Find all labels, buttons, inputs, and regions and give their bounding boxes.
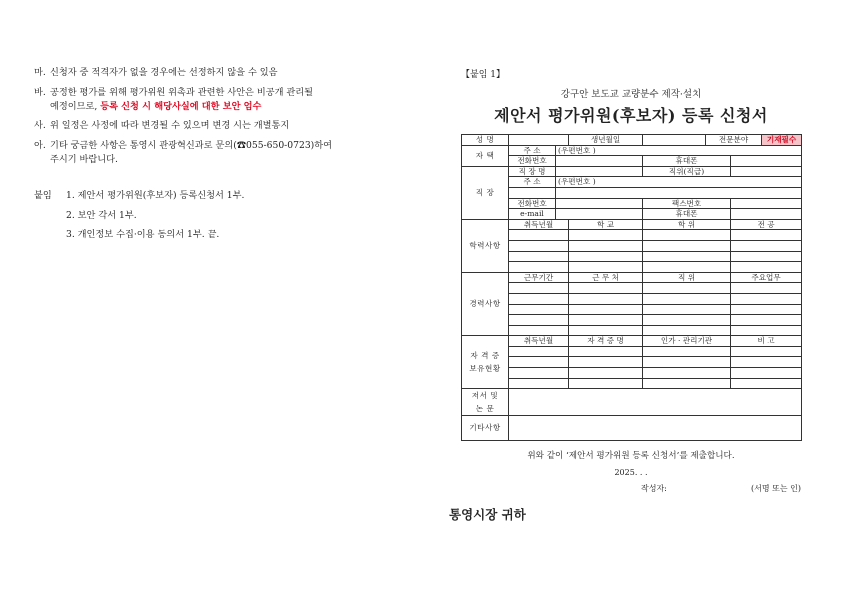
name-row [462, 135, 802, 146]
edu-cell[interactable] [509, 240, 569, 251]
work-address-detail-input[interactable] [556, 187, 802, 198]
edu-row [462, 230, 802, 241]
cert-cell[interactable] [731, 368, 802, 379]
cert-cell[interactable] [509, 357, 569, 368]
home-address-row [462, 145, 802, 156]
work-phone-row [462, 198, 802, 209]
career-col-duty: 주요업무 [731, 272, 802, 283]
cert-cell[interactable] [731, 378, 802, 389]
edu-cell[interactable] [643, 262, 731, 273]
registration-table [461, 134, 802, 441]
attachment-item: 1. 제안서 평가위원(후보자) 등록신청서 1부. [66, 189, 245, 201]
attachment-item: 3. 개인정보 수집·이용 동의서 1부. 끝. [66, 229, 220, 241]
item-marker: 마. [34, 67, 46, 78]
home-label: 자 택 [462, 145, 509, 166]
application-form [449, 67, 801, 523]
cert-cell[interactable] [509, 346, 569, 357]
edu-cell[interactable] [509, 262, 569, 273]
edu-row [462, 262, 802, 273]
form-title: 제안서 평가위원(후보자) 등록 신청서 [494, 106, 768, 125]
item-text: 위 일정은 사정에 따라 변경될 수 있으며 변경 시는 개별통지 [50, 120, 290, 132]
cert-row [462, 378, 802, 389]
edu-col-major: 전 공 [731, 219, 802, 230]
work-address-input[interactable]: (우편번호 ) [556, 177, 802, 188]
cert-cell[interactable] [643, 346, 731, 357]
fax-label: 팩스번호 [643, 198, 731, 209]
work-spacer-row [462, 187, 802, 198]
career-cell[interactable] [569, 325, 643, 336]
career-cell[interactable] [643, 325, 731, 336]
work-mobile-label: 휴대폰 [643, 209, 731, 220]
declaration: 위와 같이 ‘제안서 평가위원 등록 신청서’를 제출합니다. [527, 451, 735, 462]
edu-cell[interactable] [569, 230, 643, 241]
work-label: 직 장 [462, 166, 509, 219]
home-address-input[interactable]: (우편번호 ) [556, 145, 802, 156]
career-cell[interactable] [569, 304, 643, 315]
edu-cell[interactable] [731, 262, 802, 273]
addressee: 통영시장 귀하 [449, 507, 526, 523]
attachments [34, 189, 404, 242]
cert-col-issuer: 인가 · 관리기관 [643, 336, 731, 347]
career-cell[interactable] [569, 315, 643, 326]
home-address-label: 주 소 [509, 145, 556, 156]
cert-cell[interactable] [643, 357, 731, 368]
home-phone-row [462, 156, 802, 167]
required-badge: 기재필수 [762, 135, 802, 146]
career-row [462, 304, 802, 315]
home-mobile-input[interactable] [731, 156, 802, 167]
edu-row [462, 251, 802, 262]
birth-input[interactable] [643, 135, 706, 146]
edu-col-degree: 학 위 [643, 219, 731, 230]
career-cell[interactable] [509, 315, 569, 326]
edu-cell[interactable] [643, 251, 731, 262]
workplace-row [462, 166, 802, 177]
field-label: 전문분야 [706, 135, 762, 146]
career-cell[interactable] [509, 304, 569, 315]
cert-row [462, 368, 802, 379]
career-row [462, 315, 802, 326]
career-row [462, 293, 802, 304]
item-text: 공정한 평가를 위해 평가위원 위촉과 관련한 사안은 비공개 관리될 [50, 86, 313, 98]
career-cell[interactable] [509, 283, 569, 294]
item-text: 신청자 중 적격자가 없을 경우에는 선정하지 않을 수 있음 [50, 67, 278, 78]
edu-cell[interactable] [731, 230, 802, 241]
name-input[interactable] [509, 135, 569, 146]
career-label: 경력사항 [462, 272, 509, 336]
career-header-row [462, 272, 802, 283]
edu-label: 학력사항 [462, 219, 509, 272]
edu-col-school: 학 교 [569, 219, 643, 230]
edu-cell[interactable] [643, 240, 731, 251]
career-cell[interactable] [731, 304, 802, 315]
career-col-place: 근 무 처 [569, 272, 643, 283]
notice-item-sa [34, 119, 404, 133]
project-subtitle: 강구안 보도교 교량분수 제작·설치 [560, 89, 702, 100]
email-label: e-mail [509, 209, 556, 220]
fax-input[interactable] [731, 198, 802, 209]
publication-input[interactable] [509, 389, 802, 416]
workplace-label: 직 장 명 [509, 166, 556, 177]
cert-col-name: 자 격 증 명 [569, 336, 643, 347]
birth-label: 생년월일 [569, 135, 643, 146]
career-cell[interactable] [509, 293, 569, 304]
item-text: 기타 궁금한 사항은 통영시 관광혁신과로 문의(☎055-650-0723)하여 [50, 140, 332, 152]
edu-row [462, 240, 802, 251]
workplace-input[interactable] [556, 166, 643, 177]
notice-item-ma [34, 66, 404, 80]
career-cell[interactable] [643, 304, 731, 315]
career-cell[interactable] [731, 293, 802, 304]
etc-label: 기타사항 [462, 416, 509, 441]
cert-label-line1: 자 격 증 [470, 350, 500, 360]
career-cell[interactable] [731, 325, 802, 336]
sign-label: (서명 또는 인) [751, 484, 801, 494]
attachment-tag: 【붙임 1】 [461, 70, 505, 80]
edu-cell[interactable] [569, 262, 643, 273]
career-cell[interactable] [643, 293, 731, 304]
cert-label [462, 336, 509, 389]
career-cell[interactable] [643, 283, 731, 294]
work-mobile-input[interactable] [731, 209, 802, 220]
position-input[interactable] [731, 166, 802, 177]
home-mobile-label: 휴대폰 [643, 156, 731, 167]
career-cell[interactable] [569, 283, 643, 294]
email-input[interactable] [556, 209, 643, 220]
security-warning: 등록 신청 시 해당사실에 대한 보안 엄수 [100, 100, 262, 112]
submission-date: 2025. . . [614, 468, 648, 478]
item-text-line2 [50, 100, 404, 114]
career-cell[interactable] [731, 283, 802, 294]
item-marker: 아. [34, 140, 46, 152]
career-cell[interactable] [643, 315, 731, 326]
cert-cell[interactable] [731, 357, 802, 368]
notice-item-ba [34, 86, 404, 114]
edu-cell[interactable] [569, 251, 643, 262]
notice-item-a [34, 139, 404, 167]
work-email-row [462, 209, 802, 220]
etc-row [462, 416, 802, 441]
edu-cell[interactable] [569, 240, 643, 251]
position-label: 직위(직급) [643, 166, 731, 177]
cert-row [462, 357, 802, 368]
signature-line [461, 483, 801, 495]
cert-cell[interactable] [731, 346, 802, 357]
cert-col-note: 비 고 [731, 336, 802, 347]
item-text-cont: 예정이므로, [50, 100, 101, 112]
cert-cell[interactable] [569, 368, 643, 379]
cert-header-row [462, 336, 802, 347]
cert-cell[interactable] [569, 357, 643, 368]
career-row [462, 325, 802, 336]
attachment-item: 2. 보안 각서 1부. [66, 209, 137, 221]
item-marker: 사. [34, 120, 46, 132]
cert-row [462, 346, 802, 357]
item-marker: 바. [34, 86, 46, 98]
work-phone-input[interactable] [556, 198, 643, 209]
career-row [462, 283, 802, 294]
career-cell[interactable] [569, 293, 643, 304]
work-address-label: 주 소 [509, 177, 556, 188]
name-label: 성 명 [462, 135, 509, 146]
attach-label: 붙임 [34, 189, 52, 201]
publication-row [462, 389, 802, 416]
item-text-line2: 주시기 바랍니다. [50, 153, 118, 165]
edu-cell[interactable] [509, 251, 569, 262]
writer-label: 작성자: [641, 484, 667, 494]
etc-input[interactable] [509, 416, 802, 441]
publication-label [462, 389, 509, 416]
edu-header-row [462, 219, 802, 230]
work-address-row [462, 177, 802, 188]
home-phone-input[interactable] [556, 156, 643, 167]
career-cell[interactable] [731, 315, 802, 326]
cert-col-date: 취득년월 [509, 336, 569, 347]
career-cell[interactable] [509, 325, 569, 336]
notice-section [34, 66, 404, 248]
edu-cell[interactable] [643, 230, 731, 241]
career-col-period: 근무기간 [509, 272, 569, 283]
cert-cell[interactable] [643, 368, 731, 379]
edu-cell[interactable] [731, 251, 802, 262]
blank-cell [509, 187, 556, 198]
pub-label-line2: 논 문 [475, 404, 495, 414]
cert-label-line2: 보유현황 [469, 364, 501, 374]
cert-cell[interactable] [569, 346, 643, 357]
edu-cell[interactable] [731, 240, 802, 251]
cert-cell[interactable] [509, 378, 569, 389]
cert-cell[interactable] [569, 378, 643, 389]
pub-label-line1: 저서 및 [471, 391, 499, 401]
cert-cell[interactable] [509, 368, 569, 379]
edu-cell[interactable] [509, 230, 569, 241]
edu-col-date: 취득년월 [509, 219, 569, 230]
home-phone-label: 전화번호 [509, 156, 556, 167]
career-col-position: 직 위 [643, 272, 731, 283]
work-phone-label: 전화번호 [509, 198, 556, 209]
cert-cell[interactable] [643, 378, 731, 389]
